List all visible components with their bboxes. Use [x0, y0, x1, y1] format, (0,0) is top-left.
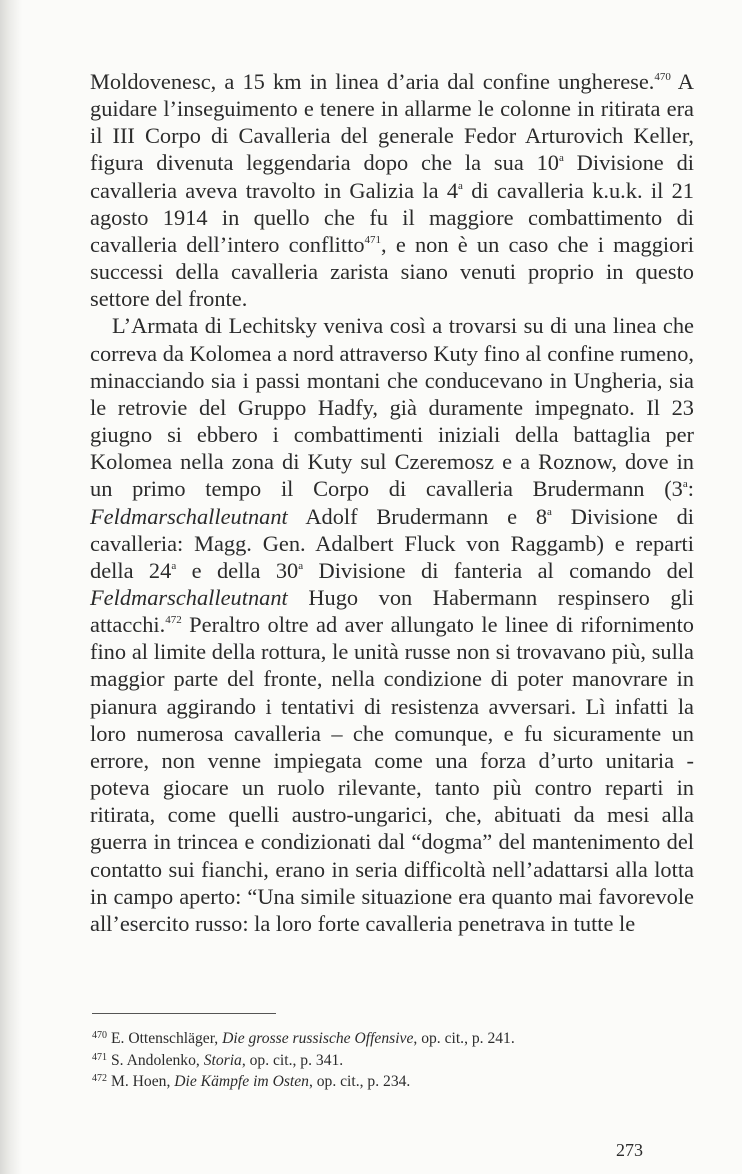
italic-text: Feldmarschalleutnant — [90, 503, 288, 529]
page-binding-shadow — [0, 0, 22, 1174]
footnote-number: 471 — [92, 1051, 107, 1063]
paragraph: Moldovenesc, a 15 km in linea d’aria dal confine ungherese.$^{470}$ A guidare l’inseguimento e tenere in allarme le colonne in ritirata era il III Corpo di Cavalleria del generale Fedor Arturovich Keller, figura divenuta leggendaria dopo che la sua 10$^a$ Divisione di cavalleria aveva travolto in Galizia la 4$^a$ di cavalleria k.u.k. il 21 agosto 1914 in quello che fu il maggiore combattimento di cavalleria dell’intero conflitto$^{471}$, e non è un caso che i maggiori successi della cavalleria zarista siano venuti proprio in questo settore del fronte. — [90, 69, 694, 312]
superscript: 470 — [654, 71, 671, 83]
superscript: a — [298, 559, 304, 572]
footnote-number: 472 — [92, 1073, 107, 1085]
superscript: a — [171, 559, 177, 572]
superscript: 472 — [165, 614, 182, 627]
superscript: 471 — [364, 233, 382, 246]
body-text — [90, 68, 694, 937]
footnote — [92, 1028, 692, 1050]
paragraph: L’Armata di Lechitsky veniva così a trovarsi su di una linea che correva da Kolomea a nord attraverso Kuty fino al confine rumeno, minacciando sia i passi montani che conducevano in Ungheria, sia le retrovie del Gruppo Hadfy, già duramente impegnato. Il 23 giugno si ebbero i combattimenti iniziali della battaglia per Kolomea nella zona di Kuty sul Czeremosz e a Roznow, dove in un primo tempo il Corpo di cavalleria Brudermann (3$^a$: Feldmarschalleutnant Adolf Brudermann e 8$^a$ Divisione di cavalleria: Magg. Gen. Adalbert Fluck von Raggamb) e reparti della 24$^a$ e della 30$^a$ Divisione di fanteria al comando del Feldmarschalleutnant Hugo von Habermann respinsero gli attacchi.$^{472}$ Peraltro oltre ad aver allungato le linee di rifornimento fino al limite della rottura, le unità russe non si trovavano più, sulla maggior parte del fronte, nella condizione di poter manovrare in pianura aggirando i tentativi di resistenza avversari. Lì infatti la loro numerosa cavalleria – che comunque, e fu sicuramente un errore, non venne impiegata come una forza d’urto unitaria - poteva giocare un ruolo rilevante, tanto più contro reparti in ritirata, come quelli austro-ungarici, che, abituati da mesi alla guerra in trincea e condizionati dal “dogma” del mantenimento del contatto sui fianchi, erano in seria difficoltà nell’adattarsi alla lotta in campo aperto: “Una simile situazione era quanto mai favorevole all’esercito russo: la loro forte cavalleria penetrava in tutte le — [90, 313, 694, 936]
superscript: a — [558, 152, 564, 165]
footnote — [92, 1050, 692, 1072]
footnote-separator — [92, 1013, 276, 1014]
italic-text: Feldmarschalleutnant — [90, 584, 288, 610]
page-number: 273 — [616, 1140, 643, 1160]
footnote-number: 470 — [92, 1030, 107, 1041]
italic-text: Die Kämpfe im Osten — [174, 1073, 309, 1091]
italic-text: Die grosse russische Offensive — [222, 1030, 414, 1047]
italic-text: Storia — [203, 1051, 242, 1069]
footnote-text: E. Ottenschläger, Die grosse russische Offensive, op. cit., p. 241. — [111, 1030, 515, 1047]
superscript: a — [682, 478, 688, 491]
footnotes — [92, 1028, 692, 1093]
footnote-text: S. Andolenko, Storia, op. cit., p. 341. — [111, 1051, 344, 1069]
superscript: a — [458, 179, 463, 192]
footnote-text: M. Hoen, Die Kämpfe im Osten, op. cit., p. 234. — [111, 1073, 411, 1091]
footnote — [92, 1071, 692, 1093]
superscript: a — [547, 505, 552, 518]
